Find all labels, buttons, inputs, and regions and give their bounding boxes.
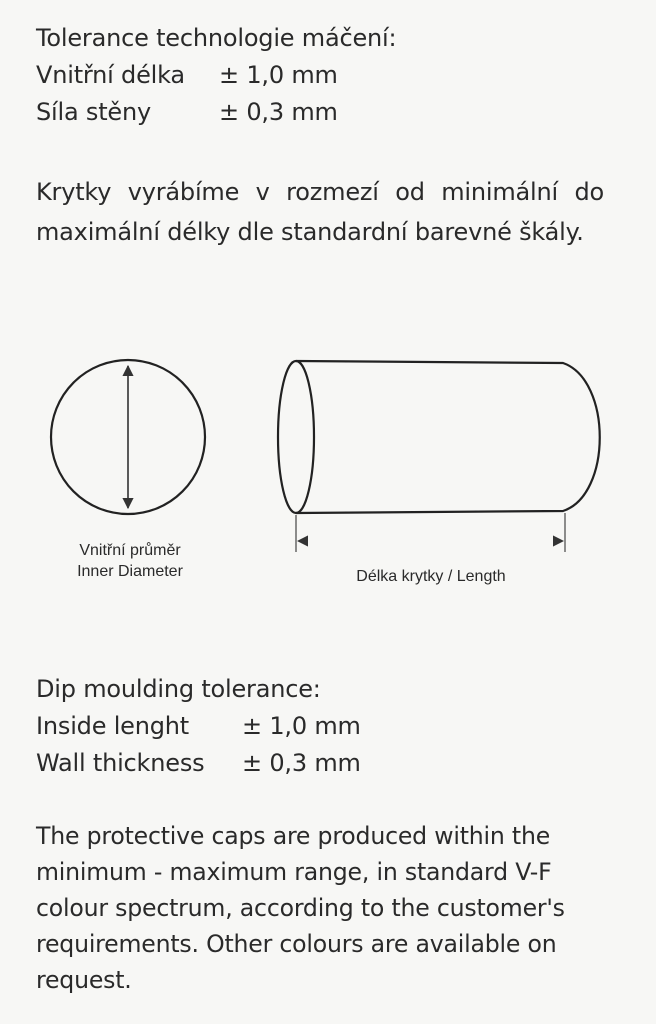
czech-row-inner-length — [36, 57, 396, 94]
english-row-value: ± 0,3 mm — [242, 749, 361, 777]
english-paragraph: The protective caps are produced within the minimum - maximum range, in standard V-F colour spectrum, according to the customer's requirements. Other colours are available on request. — [36, 822, 565, 994]
czech-row-wall-thickness — [36, 94, 396, 131]
english-row-label: Wall thickness — [36, 749, 205, 777]
czech-row-label: Vnitřní délka — [36, 61, 185, 89]
english-row-value: ± 1,0 mm — [242, 712, 361, 740]
cylinder-opening — [278, 361, 314, 513]
czech-tolerance-heading: Tolerance technologie máčení: — [36, 24, 397, 52]
english-row-wall-thickness — [36, 745, 361, 782]
czech-row-label: Síla stěny — [36, 98, 152, 126]
diameter-caption-cz: Vnitřní průměr — [79, 542, 181, 559]
czech-tolerance-section — [36, 20, 396, 131]
english-row-label: Inside lenght — [36, 712, 189, 740]
diameter-caption — [40, 540, 220, 582]
inner-diameter-figure — [51, 360, 205, 514]
diameter-caption-en: Inner Diameter — [77, 563, 183, 580]
cap-cylinder-figure — [278, 361, 600, 552]
english-tolerance-heading: Dip moulding tolerance: — [36, 675, 321, 703]
english-tolerance-section — [36, 671, 361, 782]
czech-row-value: ± 1,0 mm — [219, 61, 338, 89]
czech-row-value: ± 0,3 mm — [219, 98, 338, 126]
cylinder-body — [296, 361, 600, 513]
english-row-inside-length — [36, 708, 361, 745]
czech-paragraph: Krytky vyrábíme v rozmezí od minimální do maximální délky dle standardní barevné škály. — [36, 178, 604, 246]
length-caption: Délka krytky / Length — [356, 568, 506, 585]
